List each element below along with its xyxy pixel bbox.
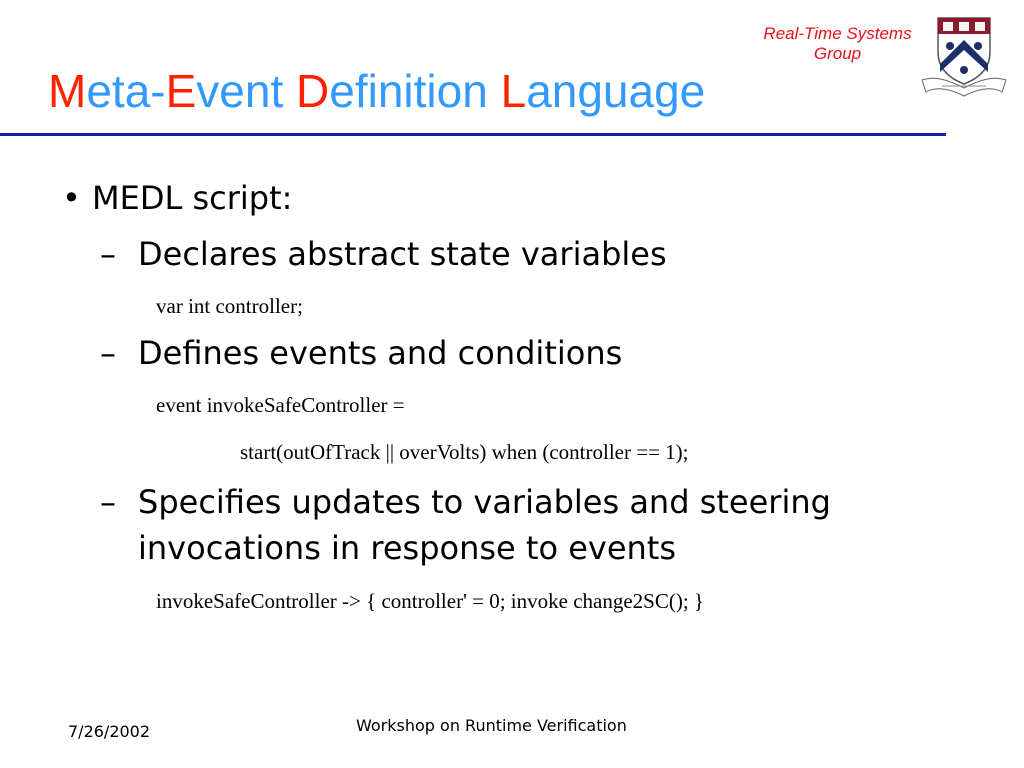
footer-title: Workshop on Runtime Verification (356, 716, 627, 735)
code-declaration: var int controller; (156, 294, 303, 318)
title-cap-d: D (296, 65, 330, 117)
subbullet-text-line2: invocations in response to events (138, 529, 676, 567)
org-label-line2: Group (813, 44, 862, 64)
subbullet-text: Declares abstract state variables (138, 235, 667, 273)
title-part-e: vent (196, 65, 297, 117)
org-label-line1: Real-Time Systems (763, 24, 912, 43)
title-cap-e: E (165, 65, 197, 117)
title-part-m: eta- (86, 65, 166, 117)
subbullet-text-line1: Specifies updates to variables and steering (138, 483, 831, 521)
bullet-text: MEDL script: (92, 179, 293, 217)
code-update: invokeSafeController -> { controller' = 0; invoke change2SC(); } (156, 589, 704, 613)
subbullet-marker: – (100, 235, 116, 273)
code-event-line1: event invokeSafeController = (156, 393, 405, 417)
title-divider (0, 133, 946, 136)
university-shield-icon (918, 14, 1010, 100)
page-title (48, 66, 705, 117)
code-event-line2: start(outOfTrack || overVolts) when (controller == 1); (240, 440, 689, 464)
title-part-d: efinition (329, 65, 501, 117)
bullet-marker: • (62, 179, 81, 217)
title-part-l: anguage (526, 65, 706, 117)
footer-date: 7/26/2002 (68, 722, 151, 741)
title-cap-m: M (48, 65, 87, 117)
subbullet-text: Defines events and conditions (138, 334, 623, 372)
subbullet-marker: – (100, 483, 116, 521)
title-cap-l: L (500, 65, 527, 117)
org-label (745, 24, 930, 65)
subbullet-marker: – (100, 334, 116, 372)
